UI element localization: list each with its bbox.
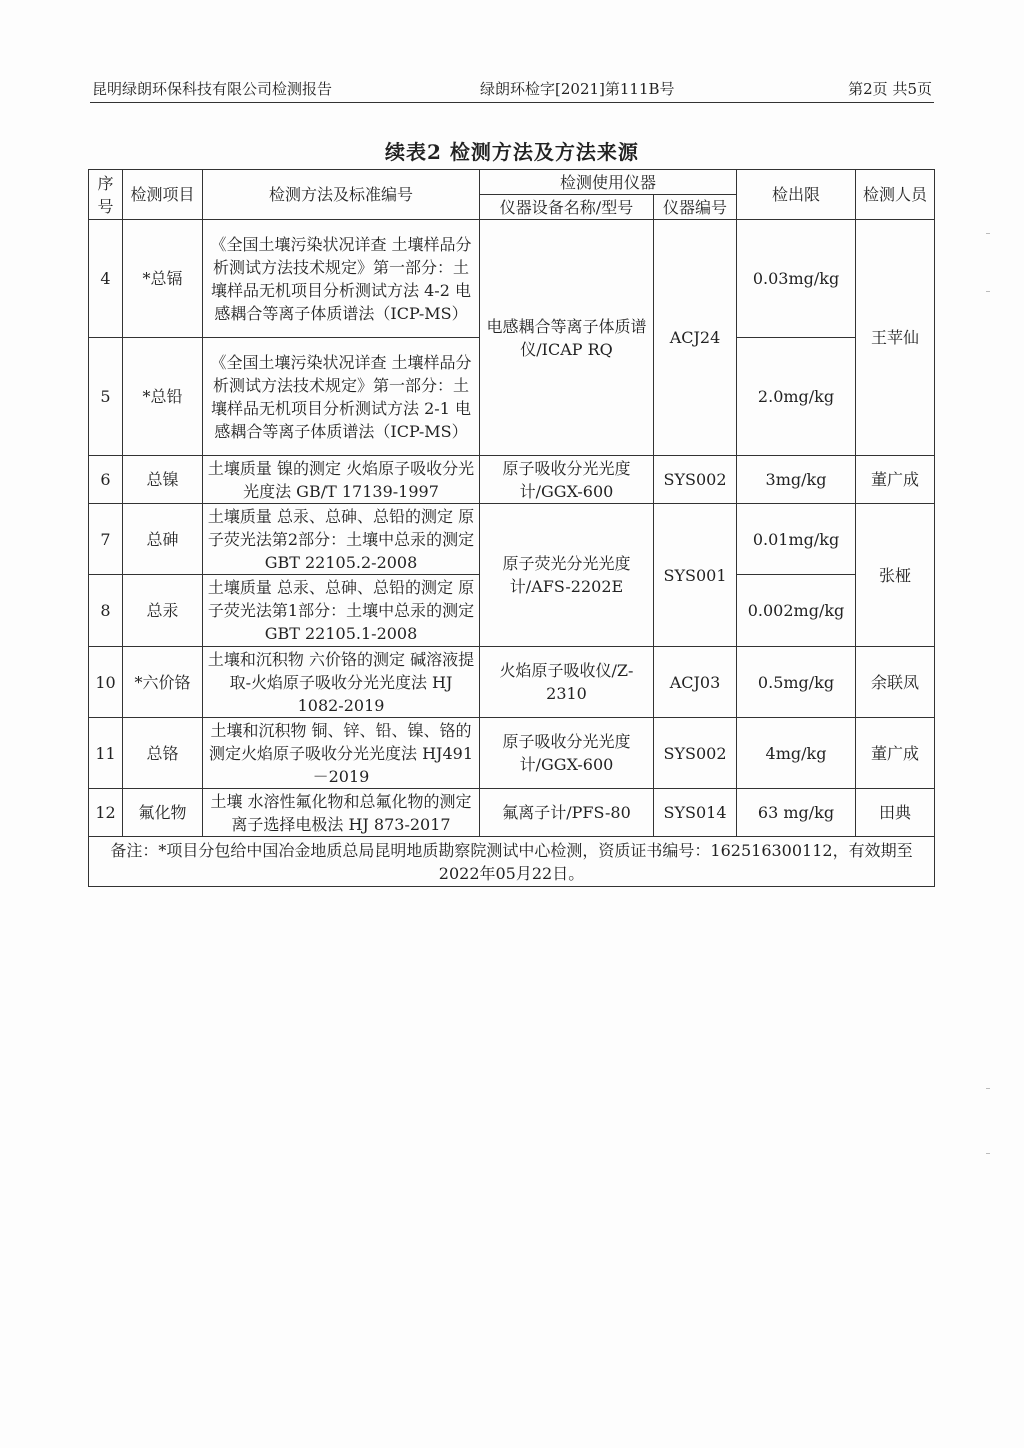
row-seq: 4	[89, 220, 123, 338]
table-note: 备注：*项目分包给中国冶金地质总局昆明地质勘察院测试中心检测，资质证书编号：162516300112，有效期至2022年05月22日。	[89, 837, 935, 887]
row-method: 《全国土壤污染状况详查 土壤样品分析测试方法技术规定》第一部分：土壤样品无机项目分析测试方法 4-2 电感耦合等离子体质谱法（ICP-MS）	[203, 220, 480, 338]
company-name: 昆明绿朗环保科技有限公司检测报告	[92, 80, 333, 98]
table-row	[89, 220, 935, 338]
row-person: 董广成	[856, 456, 935, 504]
row-person: 余联凤	[856, 647, 935, 718]
header-instrument-group: 检测使用仪器	[480, 170, 737, 195]
scan-mark	[986, 233, 990, 234]
table-row	[89, 504, 935, 575]
scan-mark	[986, 1088, 990, 1089]
row-seq: 8	[89, 575, 123, 647]
report-number: 绿朗环检字[2021]第111B号	[480, 80, 675, 98]
scan-mark	[986, 291, 990, 292]
row-item: 总铬	[123, 718, 203, 789]
row-limit: 4mg/kg	[737, 718, 856, 789]
row-limit: 3mg/kg	[737, 456, 856, 504]
row-instrument-no: SYS002	[654, 456, 737, 504]
scan-mark	[986, 1153, 990, 1154]
row-instrument-no: SYS001	[654, 504, 737, 647]
row-method: 土壤 水溶性氟化物和总氟化物的测定 离子选择电极法 HJ 873-2017	[203, 789, 480, 837]
row-instrument-name: 原子吸收分光光度计/GGX-600	[480, 456, 654, 504]
row-instrument-name: 原子荧光分光光度计/AFS-2202E	[480, 504, 654, 647]
row-method: 土壤质量 总汞、总砷、总铅的测定 原子荧光法第2部分：土壤中总汞的测定 GBT 22105.2-2008	[203, 504, 480, 575]
header-limit: 检出限	[737, 170, 856, 220]
row-seq: 12	[89, 789, 123, 837]
row-limit: 0.01mg/kg	[737, 504, 856, 575]
row-limit: 0.002mg/kg	[737, 575, 856, 647]
row-instrument-name: 火焰原子吸收仪/Z-2310	[480, 647, 654, 718]
row-limit: 0.5mg/kg	[737, 647, 856, 718]
row-seq: 11	[89, 718, 123, 789]
table-title: 续表2 检测方法及方法来源	[385, 140, 639, 164]
header-person: 检测人员	[856, 170, 935, 220]
header-method: 检测方法及标准编号	[203, 170, 480, 220]
header-instrument-no: 仪器编号	[654, 195, 737, 220]
row-limit: 63 mg/kg	[737, 789, 856, 837]
row-person: 董广成	[856, 718, 935, 789]
row-seq: 10	[89, 647, 123, 718]
row-method: 土壤质量 镍的测定 火焰原子吸收分光光度法 GB/T 17139-1997	[203, 456, 480, 504]
row-item: *总铅	[123, 338, 203, 456]
row-method: 土壤质量 总汞、总砷、总铅的测定 原子荧光法第1部分：土壤中总汞的测定 GBT 22105.1-2008	[203, 575, 480, 647]
row-item: 总镍	[123, 456, 203, 504]
row-instrument-name: 电感耦合等离子体质谱仪/ICAP RQ	[480, 220, 654, 456]
row-instrument-no: SYS002	[654, 718, 737, 789]
table-row	[89, 647, 935, 718]
row-item: 总砷	[123, 504, 203, 575]
row-seq: 5	[89, 338, 123, 456]
row-limit: 0.03mg/kg	[737, 220, 856, 338]
row-seq: 6	[89, 456, 123, 504]
table-row	[89, 456, 935, 504]
row-item: *六价铬	[123, 647, 203, 718]
note-row	[89, 837, 935, 887]
table-row	[89, 718, 935, 789]
header-item: 检测项目	[123, 170, 203, 220]
table-header-row	[89, 170, 935, 195]
row-method: 土壤和沉积物 六价铬的测定 碱溶液提取-火焰原子吸收分光光度法 HJ 1082-2019	[203, 647, 480, 718]
row-person: 王苹仙	[856, 220, 935, 456]
row-instrument-name: 原子吸收分光光度计/GGX-600	[480, 718, 654, 789]
table-row	[89, 789, 935, 837]
row-item: 氟化物	[123, 789, 203, 837]
row-instrument-no: ACJ24	[654, 220, 737, 456]
row-instrument-no: ACJ03	[654, 647, 737, 718]
header-seq: 序号	[89, 170, 123, 220]
row-method: 土壤和沉积物 铜、锌、铅、镍、铬的测定火焰原子吸收分光光度法 HJ491－2019	[203, 718, 480, 789]
row-person: 田典	[856, 789, 935, 837]
header-instrument-name: 仪器设备名称/型号	[480, 195, 654, 220]
page-number: 第2页 共5页	[848, 80, 932, 98]
page-header	[90, 76, 934, 103]
row-item: 总汞	[123, 575, 203, 647]
row-person: 张桠	[856, 504, 935, 647]
row-limit: 2.0mg/kg	[737, 338, 856, 456]
row-instrument-no: SYS014	[654, 789, 737, 837]
row-seq: 7	[89, 504, 123, 575]
row-method: 《全国土壤污染状况详查 土壤样品分析测试方法技术规定》第一部分：土壤样品无机项目分析测试方法 2-1 电感耦合等离子体质谱法（ICP-MS）	[203, 338, 480, 456]
row-item: *总镉	[123, 220, 203, 338]
methods-table	[88, 169, 935, 887]
row-instrument-name: 氟离子计/PFS-80	[480, 789, 654, 837]
